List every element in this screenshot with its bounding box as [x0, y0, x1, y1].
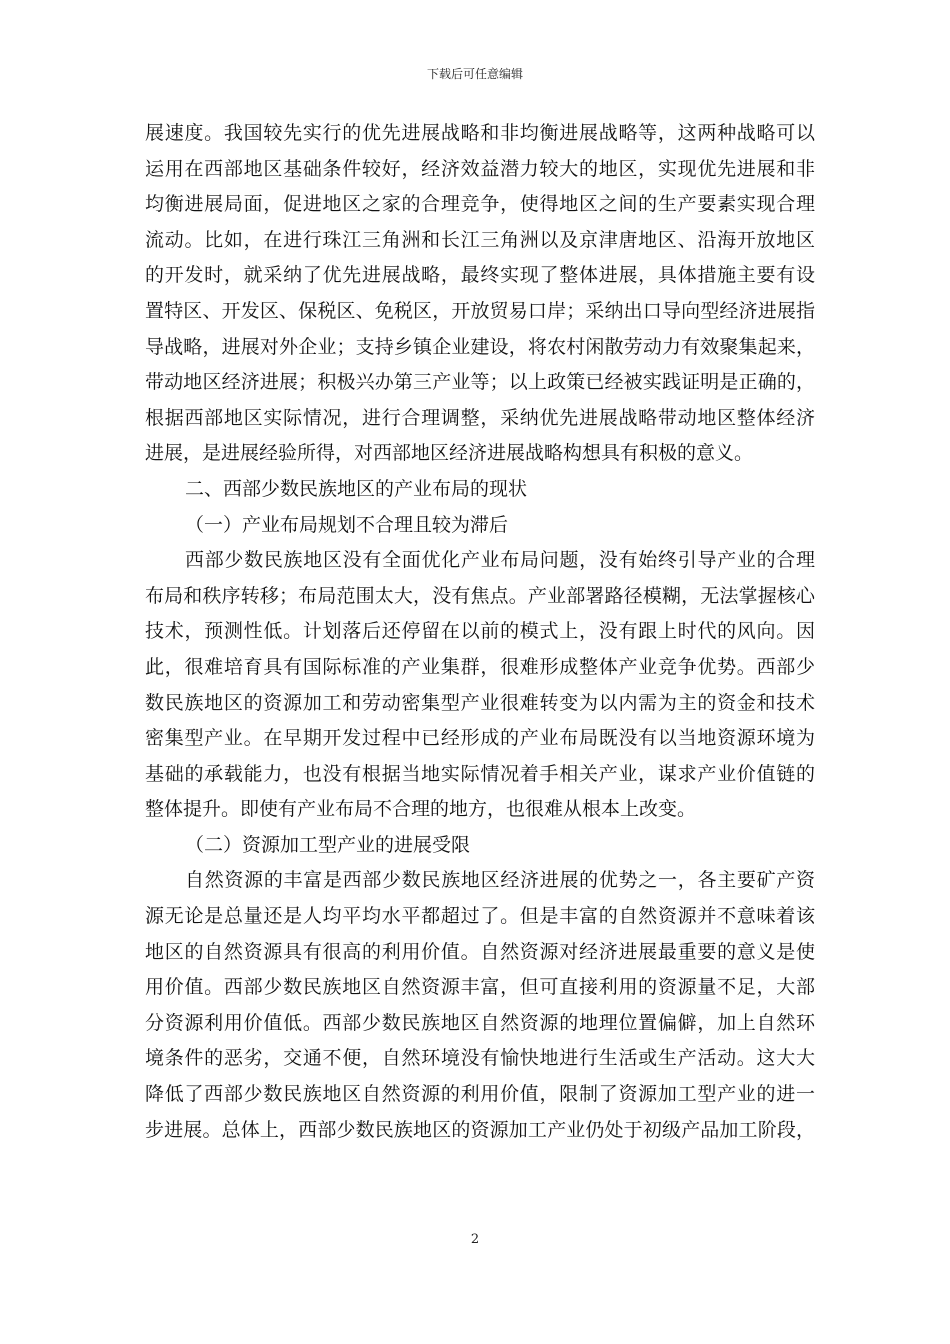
text-line: 技术，预测性低。计划落后还停留在以前的模式上，没有跟上时代的风向。因	[145, 620, 815, 643]
text-line: 流动。比如，在进行珠江三角洲和长江三角洲以及京津唐地区、沿海开放地区	[145, 228, 815, 251]
text-line: 展速度。我国较先实行的优先进展战略和非均衡进展战略等，这两种战略可以	[145, 122, 815, 144]
text-line: 数民族地区的资源加工和劳动密集型产业很难转变为以内需为主的资金和技术	[145, 691, 815, 714]
text-line: 基础的承载能力，也没有根据当地实际情况着手相关产业，谋求产业价值链的	[145, 762, 815, 785]
text-line: 地区的自然资源具有很高的利用价值。自然资源对经济进展最重要的意义是使	[145, 940, 815, 963]
text-line: 降低了西部少数民族地区自然资源的利用价值，限制了资源加工型产业的进一	[145, 1083, 815, 1106]
text-line: 步进展。总体上，西部少数民族地区的资源加工产业仍处于初级产品加工阶段，	[145, 1118, 815, 1141]
text-line: 境条件的恶劣，交通不便，自然环境没有愉快地进行生活或生产活动。这大大	[145, 1047, 815, 1070]
subsection-heading: （一）产业布局规划不合理且较为滞后	[185, 513, 509, 536]
page-number: 2	[470, 1232, 480, 1247]
text-line: 运用在西部地区基础条件较好，经济效益潜力较大的地区，实现优先进展和非	[145, 157, 815, 180]
text-line: 的开发时，就采纳了优先进展战略，最终实现了整体进展，具体措施主要有设	[145, 264, 815, 287]
text-line: 自然资源的丰富是西部少数民族地区经济进展的优势之一，各主要矿产资	[185, 869, 815, 892]
text-line: 带动地区经济进展；积极兴办第三产业等；以上政策已经被实践证明是正确的，	[145, 371, 815, 394]
text-line: 根据西部地区实际情况，进行合理调整，采纳优先进展战略带动地区整体经济	[145, 406, 815, 429]
text-line: 密集型产业。在早期开发过程中已经形成的产业布局既没有以当地资源环境为	[145, 727, 815, 750]
text-line: 均衡进展局面，促进地区之家的合理竞争，使得地区之间的生产要素实现合理	[145, 193, 815, 216]
subsection-heading: （二）资源加工型产业的进展受限	[185, 833, 471, 856]
section-heading: 二、西部少数民族地区的产业布局的现状	[185, 477, 528, 500]
text-line: 分资源利用价值低。西部少数民族地区自然资源的地理位置偏僻，加上自然环	[145, 1011, 815, 1034]
text-line: 布局和秩序转移；布局范围太大，没有焦点。产业部署路径模糊，无法掌握核心	[145, 584, 815, 607]
text-line: 导战略，进展对外企业；支持乡镇企业建设，将农村闲散劳动力有效聚集起来，	[145, 335, 815, 358]
text-line: 西部少数民族地区没有全面优化产业布局问题，没有始终引导产业的合理	[185, 549, 815, 572]
text-line: 用价值。西部少数民族地区自然资源丰富，但可直接利用的资源量不足，大部	[145, 976, 815, 999]
text-line: 源无论是总量还是人均平均水平都超过了。但是丰富的自然资源并不意味着该	[145, 905, 815, 928]
text-line: 置特区、开发区、保税区、免税区，开放贸易口岸；采纳出口导向型经济进展指	[145, 299, 815, 322]
page-header: 下载后可任意编辑	[426, 67, 523, 81]
text-line: 此，很难培育具有国际标准的产业集群，很难形成整体产业竞争优势。西部少	[145, 655, 815, 678]
text-line: 整体提升。即使有产业布局不合理的地方，也很难从根本上改变。	[145, 798, 697, 821]
document-body	[145, 116, 815, 1148]
text-line: 进展，是进展经验所得，对西部地区经济进展战略构想具有积极的意义。	[145, 442, 754, 465]
